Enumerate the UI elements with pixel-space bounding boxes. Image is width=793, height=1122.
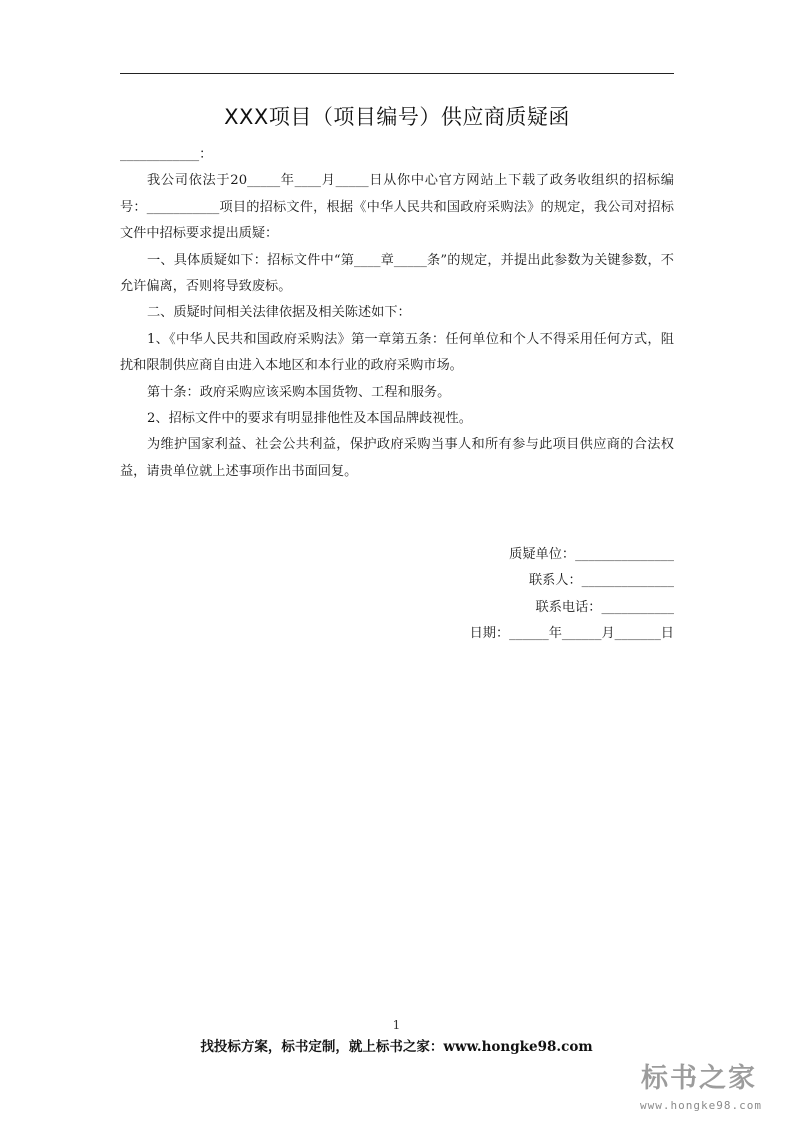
- paragraph-intro: 我公司依法于20_____年____月_____日从你中心官方网站上下载了政务收组织的招标编号：___________项目的招标文件，根据《中华人民共和国政府采购法》的规定，我公司对招标文件中招标要求提出质疑：: [120, 173, 674, 242]
- paragraph-item-1: 一、具体质疑如下：招标文件中“第____章_____条”的规定，并提出此参数为关键参数，不允许偏离，否则将导致废标。: [120, 252, 674, 295]
- page-number: 1: [392, 1018, 401, 1032]
- document-body: [120, 142, 674, 485]
- signature-unit: 质疑单位：_______________: [509, 547, 674, 562]
- signature-block: [470, 542, 674, 648]
- watermark-url: www.hongke98.com: [640, 1099, 762, 1112]
- paragraph-law-article-5: 1、《中华人民共和国政府采购法》第一章第五条：任何单位和个人不得采用任何方式，阻扰和限制供应商自由进入本地区和本行业的政府采购市场。: [120, 331, 674, 374]
- page-title: XXX项目（项目编号）供应商质疑函: [224, 105, 570, 129]
- paragraph-item-2: 二、质疑时间相关法律依据及相关陈述如下：: [147, 305, 411, 321]
- signature-phone: 联系电话：___________: [535, 599, 674, 615]
- signature-date: 日期：______年______月_______日: [469, 626, 674, 642]
- watermark-logo: 标书之家: [641, 1063, 757, 1094]
- footer-advert: 找投标方案，标书定制，就上标书之家：www.hongke98.com: [200, 1039, 593, 1055]
- paragraph-law-article-10: 第十条：政府采购应该采购本国货物、工程和服务。: [147, 384, 451, 400]
- salutation: ____________：: [120, 147, 213, 162]
- signature-contact: 联系人：______________: [528, 573, 674, 589]
- header-rule: [120, 73, 674, 74]
- paragraph-closing: 为维护国家利益、社会公共利益，保护政府采购当事人和所有参与此项目供应商的合法权益，请贵单位就上述事项作出书面回复。: [120, 437, 674, 479]
- paragraph-exclusivity: 2、招标文件中的要求有明显排他性及本国品牌歧视性。: [147, 411, 472, 427]
